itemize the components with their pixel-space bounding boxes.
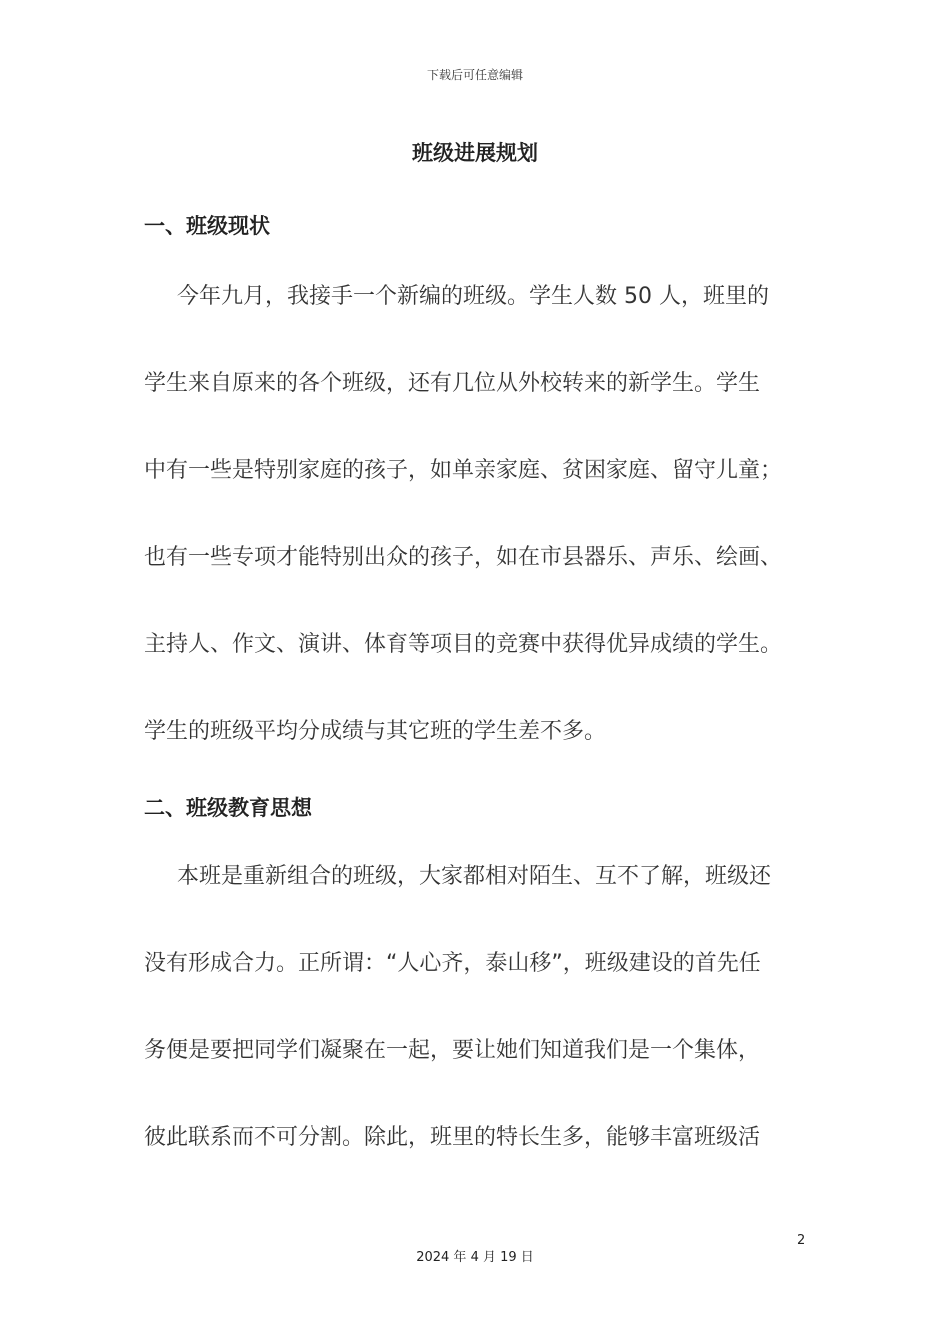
paragraph-line: 务便是要把同学们凝聚在一起，要让她们知道我们是一个集体， xyxy=(144,1038,761,1063)
paragraph-line: 今年九月，我接手一个新编的班级。学生人数 50 人，班里的 xyxy=(177,284,769,309)
paragraph-line: 主持人、作文、演讲、体育等项目的竞赛中获得优异成绩的学生。 xyxy=(144,632,783,657)
paragraph-line: 中有一些是特别家庭的孩子，如单亲家庭、贫困家庭、留守儿童； xyxy=(144,458,783,483)
page-footer-date: 2024 年 4 月 19 日 xyxy=(416,1250,534,1265)
paragraph-line: 学生来自原来的各个班级，还有几位从外校转来的新学生。学生 xyxy=(144,371,761,396)
page-header: 下载后可任意编辑 xyxy=(426,68,523,82)
paragraph-line: 也有一些专项才能特别出众的孩子，如在市县器乐、声乐、绘画、 xyxy=(144,545,783,570)
paragraph-line: 彼此联系而不可分割。除此，班里的特长生多，能够丰富班级活 xyxy=(144,1125,761,1150)
section-heading-current-status: 一、班级现状 xyxy=(144,214,270,238)
section-heading-education-philosophy: 二、班级教育思想 xyxy=(144,796,312,820)
page-number: 2 xyxy=(797,1233,806,1248)
paragraph-line: 学生的班级平均分成绩与其它班的学生差不多。 xyxy=(144,719,607,744)
paragraph-line: 没有形成合力。正所谓：“人心齐，泰山移”，班级建设的首先任 xyxy=(144,951,761,976)
document-title: 班级进展规划 xyxy=(412,141,538,165)
paragraph-line: 本班是重新组合的班级，大家都相对陌生、互不了解，班级还 xyxy=(177,864,772,889)
